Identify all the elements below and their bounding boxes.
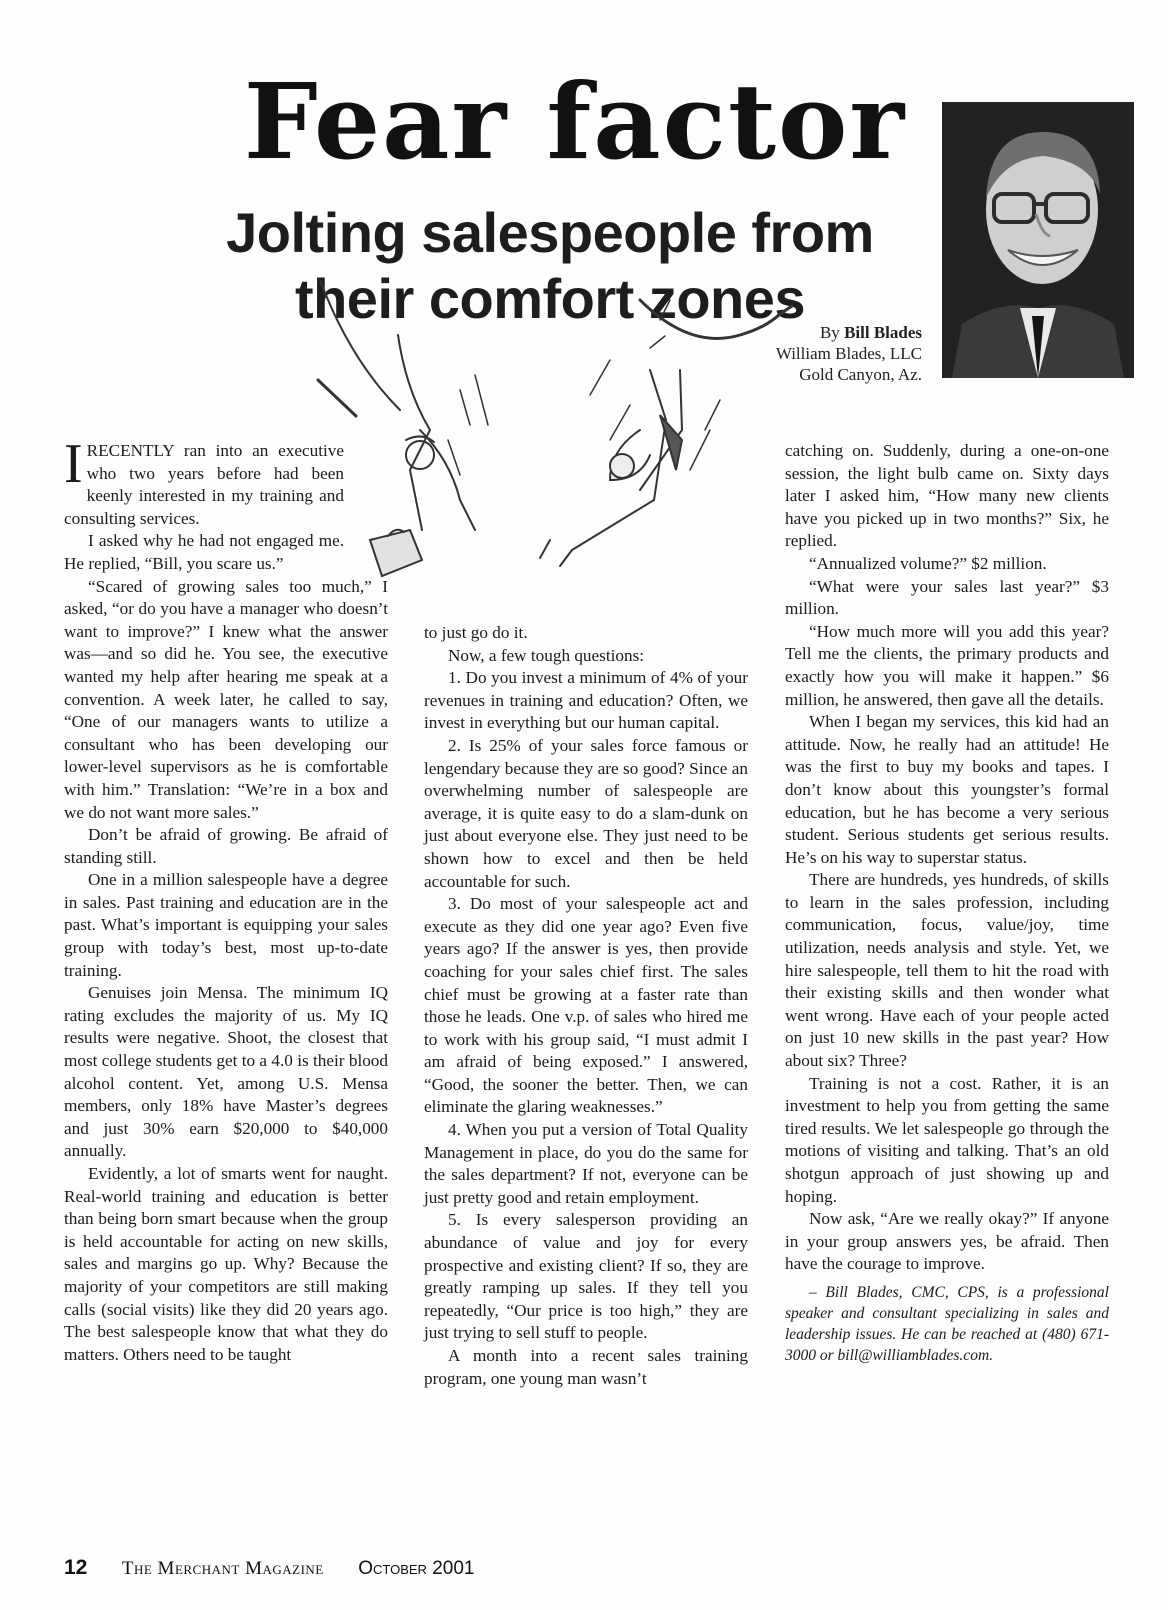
paragraph: Evidently, a lot of smarts went for naught. Real-world training and education is better than being born smart because when the group is held accountable for acting on new skills, sales and margins go up. Why? Because the majority of your competitors are still making calls (social visits) like they did 20 years ago. The best salespeople know that what they do matters. Others need to be taught [64, 1164, 388, 1364]
byline-company: William Blades, LLC [775, 344, 922, 363]
paragraph: 2. Is 25% of your sales force famous or lengendary because they are so good? Since an overwhelming number of salespeople are average, it is quite easy to do a slam-dunk on just about everyone else. They just need to be shown how to excel and then be held accountable for such. [424, 735, 748, 891]
paragraph: “Annualized volume?” $2 million. [809, 553, 1047, 573]
byline-location: Gold Canyon, Az. [799, 365, 922, 384]
paragraph: “How much more will you add this year? Tell me the clients, the primary products and exactly how you will make it happen.” $6 million, he answered, then gave all the details. [785, 621, 1109, 709]
paragraph: 3. Do most of your salespeople act and execute as they did one year ago? Even five years ago? If the answer is yes, then provide coaching for your sales chief first. The sales chief must be growing at a faster rate than those he leads. One v.p. of sales who hired me to work with his group said, “I must admit I am afraid of being exposed.” I answered, “Good, the sooner the better. Then, we can eliminate the glaring weaknesses.” [424, 894, 748, 1117]
page-number: 12 [64, 1556, 88, 1579]
paragraph: catching on. Suddenly, during a one-on-one session, the light bulb came on. Sixty days later I asked him, “How many new clients have you picked up in two months?” Six, he replied. [785, 441, 1109, 551]
issue-date: October 2001 [358, 1558, 475, 1579]
author-portrait-image [942, 102, 1134, 378]
page-footer [64, 1556, 764, 1580]
article-column-3 [785, 440, 1109, 1366]
article-subtitle: Jolting salespeople from their comfort zones [226, 201, 874, 330]
paragraph: to just go do it. [424, 623, 528, 642]
paragraph: There are hundreds, yes hundreds, of skills to learn in the sales profession, including communication, focus, value/joy, time utilization, needs analysis and style. Yet, we hire salespeople, tell them to hit the road with their existing skills and then wonder what went wrong. Have each of your people acted on just 10 new skills in the past year? How about six? Three? [785, 870, 1109, 1071]
article-title: Fear factor [243, 60, 907, 183]
article-column-1 [64, 433, 388, 1366]
article-column-2 [424, 622, 748, 1390]
paragraph: When I began my services, this kid had an attitude. Now, he really had an attitude! He was the first to buy my books and tapes. I don’t know about this youngster’s formal education, but he has become a very serious student. Serious students get serious results. He’s on his way to superstar status. [785, 712, 1109, 867]
paragraph: Genuises join Mensa. The minimum IQ rating excludes the majority of us. My IQ results were negative. Shoot, the closest that most college students get to a 4.0 is their blood alcohol content. Yet, among U.S. Mensa members, only 18% have Master’s degrees and just 30% earn $20,000 to $40,000 annually. [64, 983, 388, 1161]
trapeze-rope-left [320, 280, 400, 410]
paragraph: 5. Is every salesperson providing an abundance of value and joy for every prospective and existing client? If so, they are greatly ramping up sales. If they tell you repeatedly, “Our price is too high,” they are just trying to sell stuff to people. [424, 1210, 748, 1343]
paragraph: Training is not a cost. Rather, it is an investment to help you from getting the same tired results. We let salespeople go through the motions of visiting and talking. That’s an old shotgun approach of just showing up and hoping. [785, 1073, 1109, 1206]
paragraph: “Scared of growing sales too much,” I asked, “or do you have a manager who doesn’t want to improve?” I knew what the answer was—and so did he. You see, the executive wanted my help after hearing me speak at a convention. A week later, he called to say, “One of our managers wants to utilize a consultant who has been developing our lower-level supervisors as he is comfortable with him.” Translation: “We’re in a box and we do not want more sales.” [64, 576, 388, 822]
paragraph: Now, a few tough questions: [448, 645, 645, 665]
byline-author: Bill Blades [844, 323, 922, 342]
paragraph: Now ask, “Are we really okay?” If anyone in your group answers yes, be afraid. Then have the courage to improve. [785, 1209, 1109, 1274]
drop-cap: I [64, 433, 83, 495]
paragraph: Don’t be afraid of growing. Be afraid of standing still. [64, 825, 388, 867]
paragraph: 1. Do you invest a minimum of 4% of your revenues in training and education? Often, we invest in everything but our human capital. [424, 668, 748, 733]
man-figure [398, 335, 430, 530]
paragraph: RECENTLY ran into an executive who two years before had been keenly interested in my training and consulting services. [64, 441, 344, 528]
author-bio: – Bill Blades, CMC, CPS, is a professional speaker and consultant specializing in sales and leadership issues. He can be reached at (480) 671-3000 or bill@williamblades.com. [785, 1283, 1109, 1364]
paragraph: A month into a recent sales training program, one young man wasn’t [424, 1346, 748, 1388]
paragraph: One in a million salespeople have a degree in sales. Past training and education are in the past. What’s important is equipping your sales group with today’s best, most up-to-date training. [64, 870, 388, 980]
paragraph: I asked why he had not engaged me. He replied, “Bill, you scare us.” [64, 531, 344, 573]
paragraph: “What were your sales last year?” $3 million. [785, 576, 1109, 619]
paragraph: 4. When you put a version of Total Quality Management in place, do you do the same for the sales department? If not, everyone can be just pretty good and retain employment. [424, 1120, 748, 1207]
byline-by: By [819, 323, 840, 342]
author-photo [942, 102, 1134, 378]
magazine-name: The Merchant Magazine [121, 1558, 324, 1579]
